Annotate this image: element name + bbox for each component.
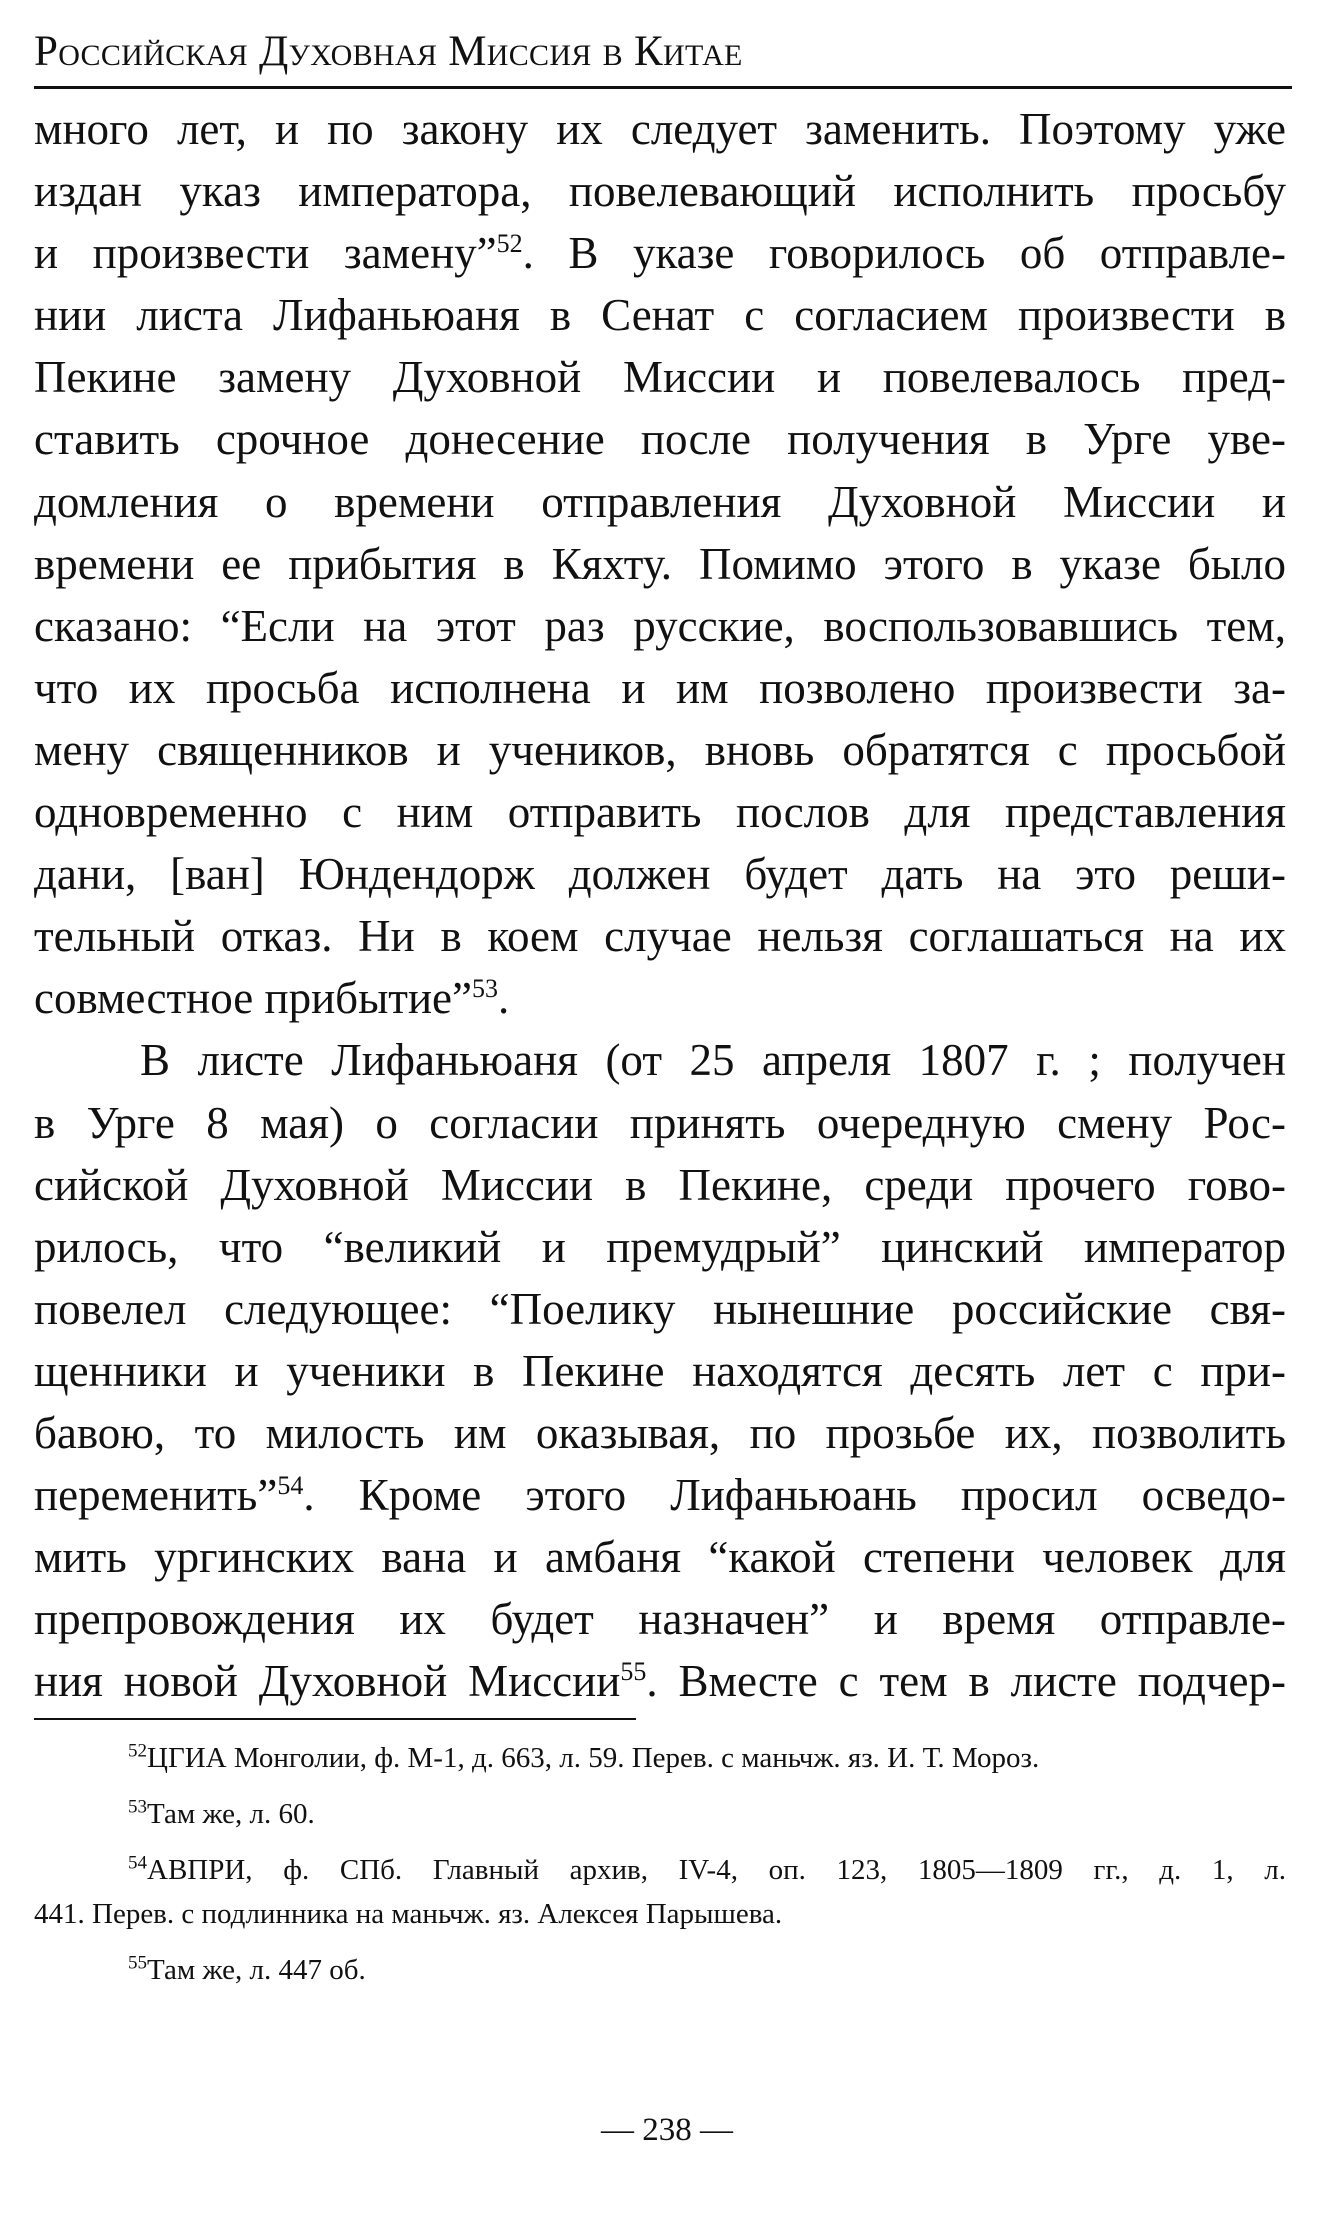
text-line: сказано: “Если на этот раз русские, воспользовавшись тем, (34, 600, 1286, 651)
note-ref-52: 52 (496, 229, 523, 259)
footnote-54 (34, 1848, 1286, 1892)
note-ref-53: 53 (472, 974, 499, 1004)
text-line: Пекине замену Духовной Миссии и повелевалось пред- (34, 352, 1286, 403)
text-line: нии листа Лифаньюаня в Сенат с согласием произвести в (34, 290, 1286, 341)
text-line (34, 1464, 1286, 1526)
footnote-text: Там же, л. 447 об. (147, 1954, 366, 1986)
text-line: рилось, что “великий и премудрый” цинский император (34, 1221, 1286, 1272)
text-segment: ния новой Духовной Миссии (34, 1656, 621, 1707)
footnote-number: 54 (128, 1852, 147, 1874)
text-line: издан указ императора, повелевающий исполнить просьбу (34, 166, 1286, 217)
text-segment: . (498, 973, 510, 1024)
footnote-rule (34, 1718, 636, 1720)
text-line: препровождения их будет назначен” и время отправле- (34, 1594, 1286, 1645)
footnote-number: 53 (128, 1796, 147, 1818)
text-line: много лет, и по закону их следует заменить. Поэтому уже (34, 104, 1286, 154)
text-line (34, 1650, 1286, 1712)
text-line: в Урге 8 мая) о согласии принять очередную смену Рос- (34, 1097, 1286, 1148)
text-line: тельный отказ. Ни в коем случае нельзя соглашаться на их (34, 911, 1286, 962)
text-segment: . Вместе с тем в листе подчер- (646, 1656, 1286, 1707)
text-line: дани, [ван] Юндендорж должен будет дать на это реши- (34, 849, 1286, 900)
text-line: сийской Духовной Миссии в Пекине, среди прочего гово- (34, 1159, 1286, 1210)
text-line: домления о времени отправления Духовной Миссии и (34, 476, 1286, 527)
page-number: — 238 — (601, 2112, 733, 2148)
header-rule (34, 86, 1292, 89)
note-ref-54: 54 (277, 1471, 304, 1501)
footnote-number: 52 (128, 1740, 147, 1762)
footnote-text: ЦГИА Монголии, ф. М-1, д. 663, л. 59. Перев. с маньчж. яз. И. Т. Мороз. (147, 1742, 1040, 1774)
text-segment: и произвести замену” (34, 228, 497, 279)
text-line: щенники и ученики в Пекине находятся десять лет с при- (34, 1345, 1286, 1396)
text-segment: переменить” (34, 1470, 278, 1521)
text-line: мить ургинских вана и амбаня “какой степени человек для (34, 1532, 1286, 1583)
text-line (34, 222, 1286, 284)
note-ref-55: 55 (620, 1657, 647, 1687)
text-line (34, 967, 1286, 1029)
footnotes (34, 1736, 1286, 1992)
text-segment: совместное прибытие” (34, 973, 473, 1024)
text-line: мену священников и учеников, вновь обратятся с просьбой (34, 724, 1286, 775)
text-line: одновременно с ним отправить послов для представления (34, 787, 1286, 838)
text-line: времени ее прибытия в Кяхту. Помимо этого в указе было (34, 538, 1286, 589)
text-segment: . Кроме этого Лифаньюань просил осведо- (303, 1470, 1286, 1521)
footnote-number: 55 (128, 1952, 147, 1974)
text-line: повелел следующее: “Поелику нынешние российские свя- (34, 1283, 1286, 1334)
text-segment: . В указе говорилось об отправле- (522, 228, 1286, 279)
text-line: ставить срочное донесение после получения в Урге уве- (34, 414, 1286, 465)
footnote-text: АВПРИ, ф. СПб. Главный архив, IV-4, оп. 123, 1805—1809 гг., д. 1, л. (147, 1854, 1286, 1886)
text-line: В листе Лифаньюаня (от 25 апреля 1807 г. ; получен (140, 1035, 1286, 1086)
footnote-52 (34, 1736, 1286, 1780)
main-text (34, 98, 1286, 1712)
footnote-55 (34, 1948, 1286, 1992)
footnote-53 (34, 1792, 1286, 1836)
running-title: Российская Духовная Миссия в Китае (34, 28, 743, 75)
text-line: бавою, то милость им оказывая, по прозьбе их, позволить (34, 1407, 1286, 1458)
footnote-54-continued: 441. Перев. с подлинника на маньчж. яз. Алексея Парышева. (34, 1898, 783, 1930)
text-line: что их просьба исполнена и им позволено произвести за- (34, 662, 1286, 713)
footnote-text: Там же, л. 60. (147, 1798, 315, 1830)
